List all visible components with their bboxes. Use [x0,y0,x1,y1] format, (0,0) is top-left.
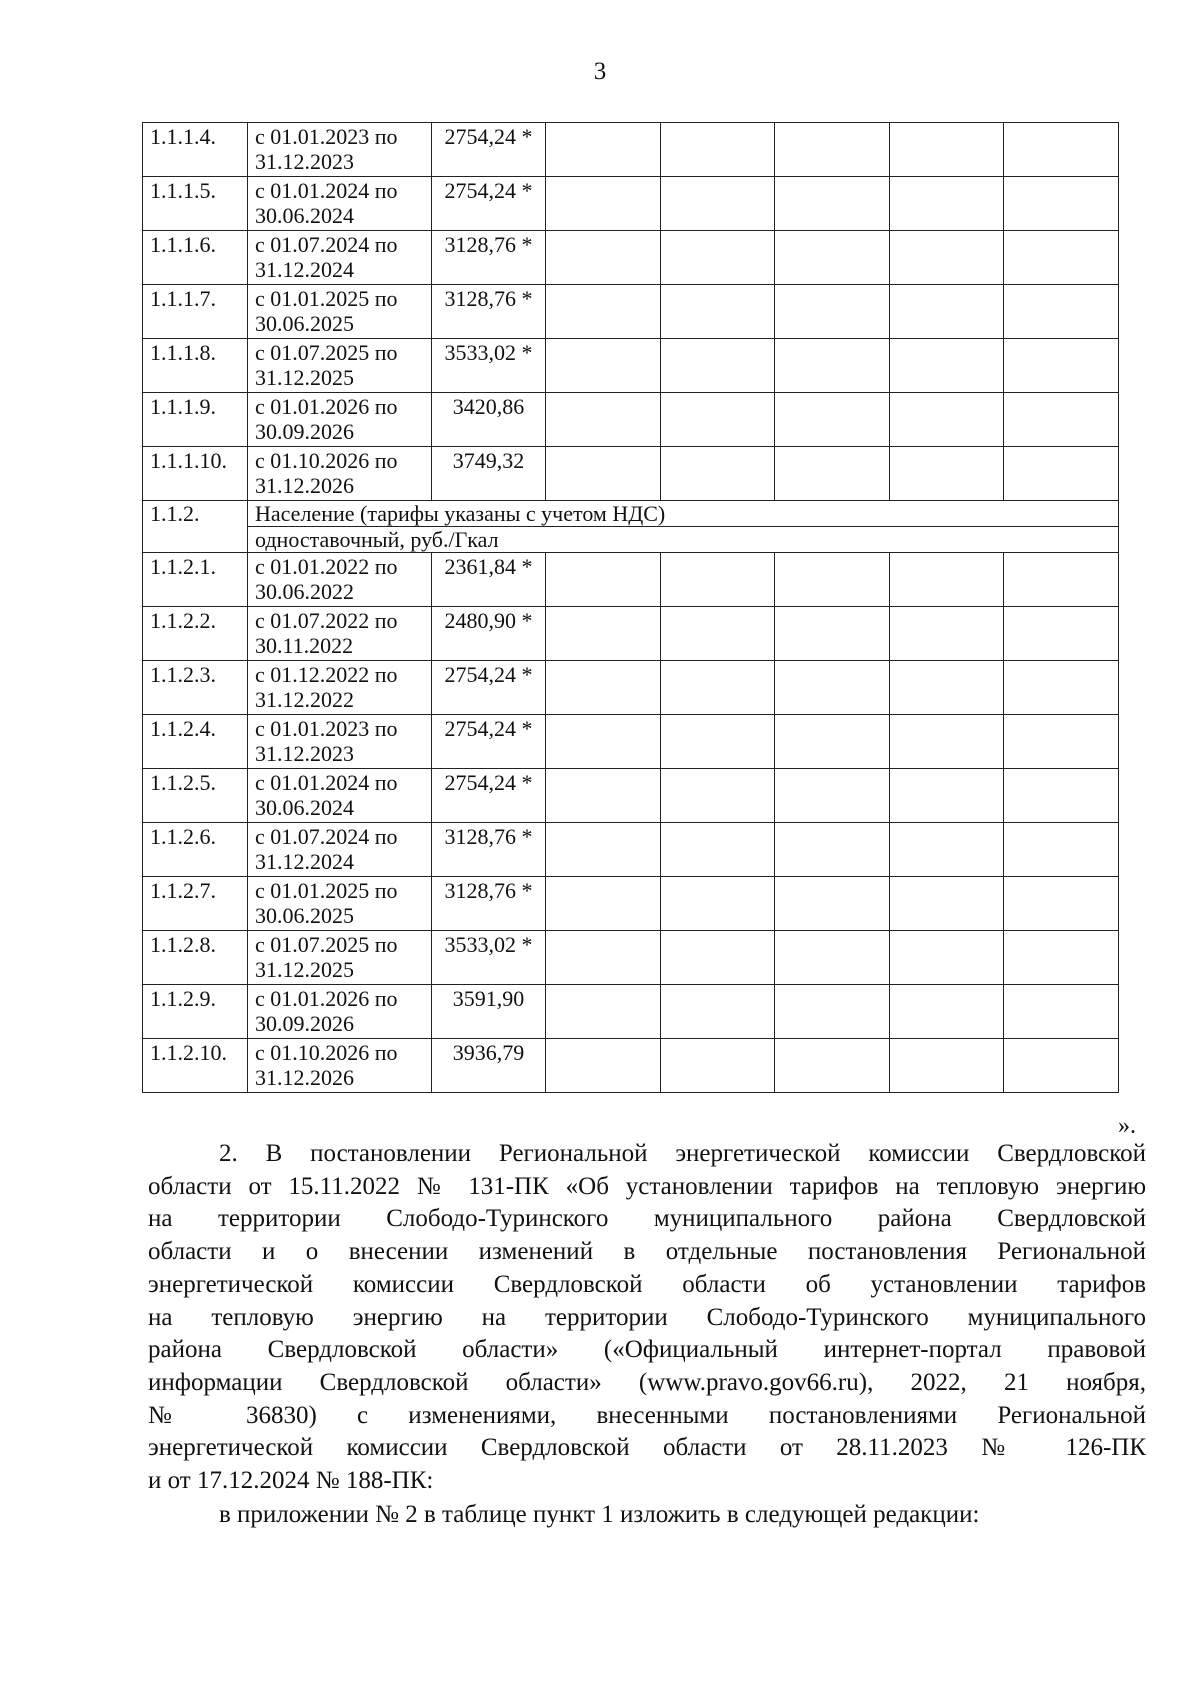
period-cell: с 01.07.2024 по 31.12.2024 [248,231,432,285]
paragraph-line: области от 15.11.2022 № 131-ПК «Об установлении тарифов на тепловую энергию [148,1172,1146,1200]
empty-cell [546,985,661,1039]
tariff-value-cell: 3128,76 * [432,823,546,877]
table-group-row [143,501,1119,527]
period-cell: с 01.01.2025 по 30.06.2025 [248,877,432,931]
empty-cell [546,661,661,715]
empty-cell [546,1039,661,1093]
empty-cell [775,607,890,661]
empty-cell [775,661,890,715]
empty-cell [775,177,890,231]
period-cell: с 01.01.2024 по 30.06.2024 [248,769,432,823]
empty-cell [775,339,890,393]
tariff-value-cell: 2754,24 * [432,715,546,769]
empty-cell [546,769,661,823]
empty-cell [1004,231,1119,285]
empty-cell [890,447,1004,501]
empty-cell [546,823,661,877]
period-cell: с 01.01.2026 по 30.09.2026 [248,393,432,447]
empty-cell [890,661,1004,715]
paragraph-line: № 36830) с изменениями, внесенными постановлениями Региональной [148,1401,1146,1429]
empty-cell [1004,769,1119,823]
table-row [143,123,1119,177]
period-cell: с 01.01.2025 по 30.06.2025 [248,285,432,339]
empty-cell [775,1039,890,1093]
period-cell: с 01.07.2025 по 31.12.2025 [248,339,432,393]
empty-cell [1004,553,1119,607]
paragraph-line: и от 17.12.2024 № 188-ПК: [148,1467,434,1495]
empty-cell [890,1039,1004,1093]
table-row [143,607,1119,661]
empty-cell [661,931,775,985]
empty-cell [1004,661,1119,715]
empty-cell [775,877,890,931]
paragraph-line: района Свердловской области» («Официальный интернет-портал правовой [148,1336,1146,1364]
period-cell: с 01.10.2026 по 31.12.2026 [248,1039,432,1093]
row-number-cell: 1.1.2.8. [143,931,248,985]
empty-cell [890,823,1004,877]
empty-cell [1004,931,1119,985]
empty-cell [890,553,1004,607]
empty-cell [775,823,890,877]
tariff-value-cell: 3591,90 [432,985,546,1039]
tariff-table [142,122,1119,1093]
period-cell: с 01.01.2026 по 30.09.2026 [248,985,432,1039]
table-row [143,553,1119,607]
table-row [143,931,1119,985]
empty-cell [775,231,890,285]
instruction-line: в приложении № 2 в таблице пункт 1 изложить в следующей редакции: [219,1500,980,1528]
empty-cell [661,393,775,447]
page-number: 3 [593,58,607,85]
tariff-value-cell: 3128,76 * [432,231,546,285]
table-row [143,985,1119,1039]
period-cell: с 01.01.2023 по 31.12.2023 [248,123,432,177]
tariff-value-cell: 2754,24 * [432,177,546,231]
empty-cell [661,447,775,501]
group-subtitle-cell: одноставочный, руб./Гкал [248,527,1119,553]
empty-cell [661,823,775,877]
empty-cell [546,231,661,285]
empty-cell [1004,123,1119,177]
table-row [143,339,1119,393]
empty-cell [890,877,1004,931]
empty-cell [1004,339,1119,393]
tariff-value-cell: 2754,24 * [432,661,546,715]
empty-cell [1004,1039,1119,1093]
period-cell: с 01.07.2025 по 31.12.2025 [248,931,432,985]
empty-cell [775,985,890,1039]
empty-cell [661,339,775,393]
empty-cell [661,285,775,339]
empty-cell [890,715,1004,769]
group-title-cell: Население (тарифы указаны с учетом НДС) [248,501,1119,527]
row-number-cell: 1.1.1.10. [143,447,248,501]
tariff-value-cell: 2480,90 * [432,607,546,661]
row-number-cell: 1.1.2.7. [143,877,248,931]
row-number-cell: 1.1.2.10. [143,1039,248,1093]
period-cell: с 01.01.2022 по 30.06.2022 [248,553,432,607]
tariff-value-cell: 2361,84 * [432,553,546,607]
table-row [143,715,1119,769]
empty-cell [546,339,661,393]
table-row [143,823,1119,877]
empty-cell [661,553,775,607]
empty-cell [775,285,890,339]
empty-cell [546,877,661,931]
empty-cell [775,393,890,447]
empty-cell [1004,285,1119,339]
empty-cell [1004,823,1119,877]
empty-cell [1004,177,1119,231]
row-number-cell: 1.1.2.3. [143,661,248,715]
row-number-cell: 1.1.1.6. [143,231,248,285]
empty-cell [661,661,775,715]
table-row [143,769,1119,823]
row-number-cell: 1.1.1.4. [143,123,248,177]
row-number-cell: 1.1.2.9. [143,985,248,1039]
empty-cell [661,715,775,769]
tariff-value-cell: 3533,02 * [432,339,546,393]
empty-cell [661,877,775,931]
tariff-value-cell: 3533,02 * [432,931,546,985]
row-number-cell: 1.1.1.5. [143,177,248,231]
period-cell: с 01.01.2024 по 30.06.2024 [248,177,432,231]
period-cell: с 01.07.2022 по 30.11.2022 [248,607,432,661]
empty-cell [1004,393,1119,447]
paragraph-line: на тепловую энергию на территории Слободо-Туринского муниципального [148,1303,1146,1331]
row-number-cell: 1.1.1.9. [143,393,248,447]
empty-cell [1004,715,1119,769]
row-number-cell: 1.1.2.1. [143,553,248,607]
period-cell: с 01.10.2026 по 31.12.2026 [248,447,432,501]
tariff-value-cell: 2754,24 * [432,769,546,823]
empty-cell [890,285,1004,339]
empty-cell [890,931,1004,985]
table-row [143,285,1119,339]
empty-cell [890,393,1004,447]
empty-cell [890,769,1004,823]
empty-cell [546,123,661,177]
empty-cell [546,447,661,501]
empty-cell [661,1039,775,1093]
empty-cell [546,177,661,231]
empty-cell [775,447,890,501]
empty-cell [890,177,1004,231]
empty-cell [546,285,661,339]
group-number-cell: 1.1.2. [143,501,248,553]
tariff-value-cell: 3128,76 * [432,877,546,931]
paragraph-line: энергетической комиссии Свердловской области от 28.11.2023 № 126-ПК [148,1434,1146,1462]
empty-cell [661,177,775,231]
tariff-value-cell: 3128,76 * [432,285,546,339]
table-row [143,1039,1119,1093]
empty-cell [890,339,1004,393]
row-number-cell: 1.1.2.5. [143,769,248,823]
empty-cell [546,931,661,985]
empty-cell [546,715,661,769]
tariff-value-cell: 2754,24 * [432,123,546,177]
empty-cell [775,715,890,769]
empty-cell [890,985,1004,1039]
paragraph-line: на территории Слободо-Туринского муниципального района Свердловской [148,1205,1146,1233]
empty-cell [546,607,661,661]
closing-quote: ». [1118,1113,1136,1139]
empty-cell [546,393,661,447]
empty-cell [775,123,890,177]
table-row [143,177,1119,231]
empty-cell [661,607,775,661]
tariff-value-cell: 3420,86 [432,393,546,447]
table-row [143,661,1119,715]
paragraph-line: энергетической комиссии Свердловской области об установлении тарифов [148,1270,1146,1298]
empty-cell [1004,985,1119,1039]
empty-cell [775,553,890,607]
empty-cell [890,607,1004,661]
empty-cell [890,231,1004,285]
empty-cell [775,931,890,985]
empty-cell [661,123,775,177]
row-number-cell: 1.1.2.2. [143,607,248,661]
empty-cell [661,231,775,285]
row-number-cell: 1.1.2.4. [143,715,248,769]
period-cell: с 01.01.2023 по 31.12.2023 [248,715,432,769]
empty-cell [546,553,661,607]
period-cell: с 01.07.2024 по 31.12.2024 [248,823,432,877]
empty-cell [890,123,1004,177]
paragraph-line: 2. В постановлении Региональной энергетической комиссии Свердловской [219,1140,1146,1167]
table-row [143,231,1119,285]
empty-cell [661,985,775,1039]
period-cell: с 01.12.2022 по 31.12.2022 [248,661,432,715]
row-number-cell: 1.1.1.8. [143,339,248,393]
table-group-subtitle-row [143,527,1119,553]
table-row [143,393,1119,447]
empty-cell [1004,607,1119,661]
row-number-cell: 1.1.1.7. [143,285,248,339]
paragraph-line: информации Свердловской области» (www.pravo.gov66.ru), 2022, 21 ноября, [148,1368,1146,1396]
amendment-paragraph [148,1138,1146,1531]
table-row [143,877,1119,931]
empty-cell [775,769,890,823]
tariff-value-cell: 3749,32 [432,447,546,501]
tariff-value-cell: 3936,79 [432,1039,546,1093]
empty-cell [661,769,775,823]
amendment-text [148,1138,1146,1498]
empty-cell [1004,447,1119,501]
paragraph-line: области и о внесении изменений в отдельные постановления Региональной [148,1238,1146,1266]
row-number-cell: 1.1.2.6. [143,823,248,877]
empty-cell [1004,877,1119,931]
table-row [143,447,1119,501]
